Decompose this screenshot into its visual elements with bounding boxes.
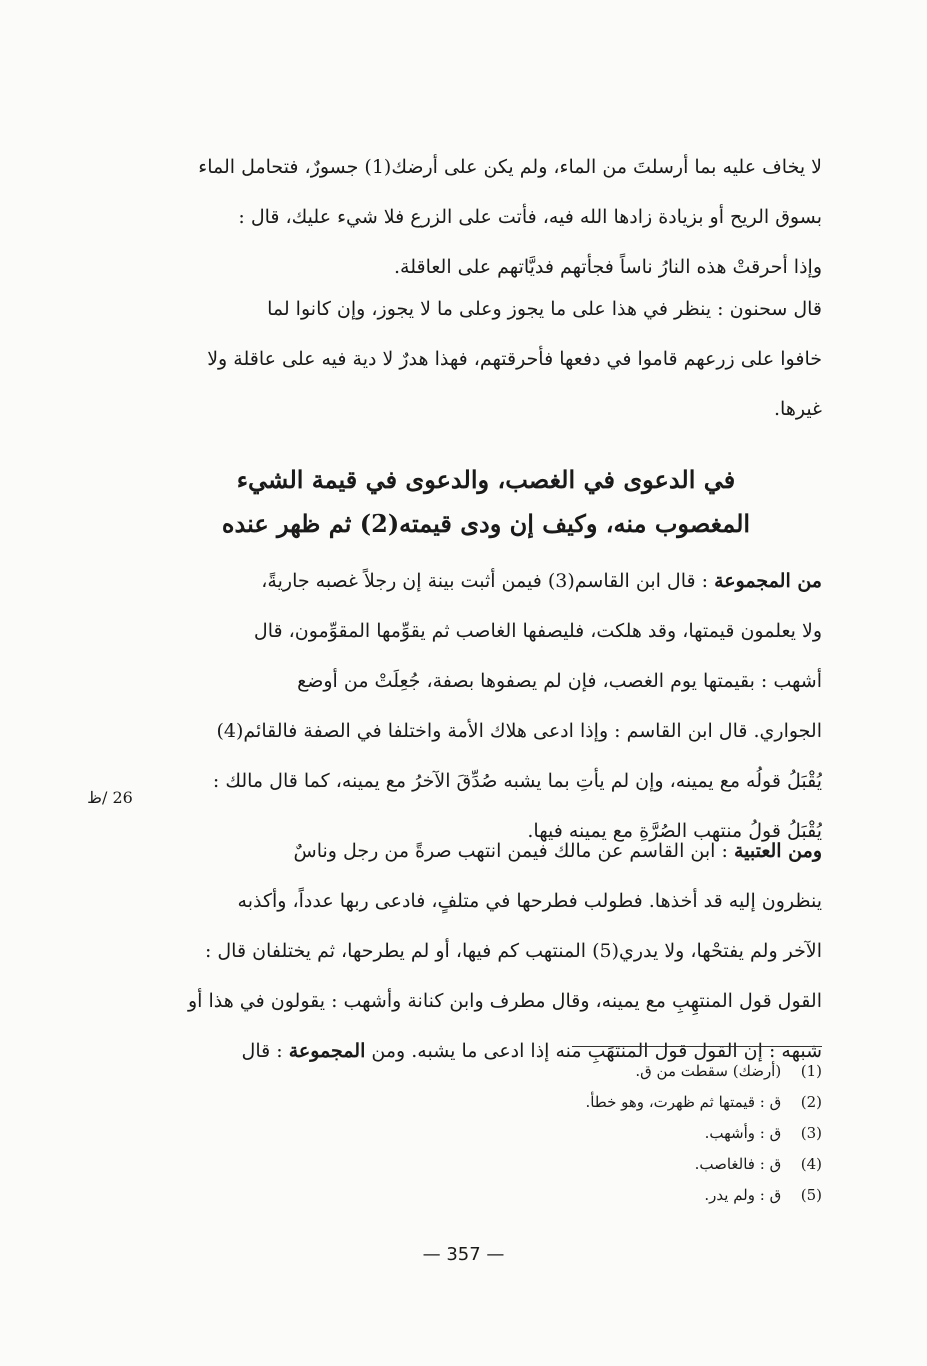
text-line: وإذا أحرقتْ هذه النارُ ناساً فجأتهم فديَّاتهم على العاقلة. <box>394 256 822 278</box>
text-line: من المجموعة : قال ابن القاسم(3) فيمن أثبت بينة إن رجلاً غصبه جاريةً، <box>261 570 822 592</box>
footnote-divider <box>572 1046 822 1047</box>
paragraph-3 <box>150 556 822 856</box>
text-line: يُقْبَلُ قولُ منتهب الصُرَّةِ مع يمينه فيها. <box>527 820 822 842</box>
text-line: الجواري. قال ابن القاسم : وإذا ادعى هلاك الأمة واختلفا في الصفة فالقائم(4) <box>216 720 822 742</box>
source-name: المجموعة <box>288 1040 366 1062</box>
heading-line: في الدعوى في الغصب، والدعوى في قيمة الشيء <box>236 465 736 494</box>
text-line: ينظرون إليه قد أخذها. فطولب فطرحها في متلفٍ، فادعى ربها عدداً، وأكذبه <box>237 890 822 912</box>
text-line: يُقْبَلُ قولُه مع يمينه، وإن لم يأتِ بما يشبه صُدِّقَ الآخرُ مع يمينه، كما قال مالك : <box>212 770 822 792</box>
paragraph-1 <box>150 142 822 292</box>
text-line: بسوق الريح أو بزيادة زادها الله فيه، فأتت على الزرع فلا شيء عليك، قال : <box>238 206 822 228</box>
text-line: أشهب : بقيمتها يوم الغصب، فإن لم يصفوها بصفة، جُعِلَتْ من أوضع <box>297 670 822 692</box>
text-line: القول قول المنتهِبِ مع يمينه، وقال مطرف وابن كنانة وأشهب : يقولون في هذا أو <box>188 990 822 1012</box>
footnote: (2) ق : قيمتها ثم ظهرت، وهو خطأ. <box>585 1093 822 1111</box>
text-line: ومن العتبية : ابن القاسم عن مالك فيمن انتهب صرةً من رجل وناسٌ <box>293 840 822 862</box>
section-heading <box>150 458 822 546</box>
footnote: (1) (أرضك) سقطت من ق. <box>635 1062 822 1080</box>
text-line: شبهه : إن القول قول المنتهَبِ منه إذا ادعى ما يشبه. ومن المجموعة : قال <box>241 1040 822 1062</box>
footnote: (5) ق : ولم يدر. <box>704 1186 822 1204</box>
page-number: — 357 — <box>422 1244 505 1265</box>
footnote: (3) ق : وأشهب. <box>704 1124 822 1142</box>
footnote: (4) ق : فالغاصب. <box>694 1155 822 1173</box>
text-line: ولا يعلمون قيمتها، وقد هلكت، فليصفها الغاصب ثم يقوِّمها المقوِّمون، قال <box>253 620 822 642</box>
source-name: من المجموعة <box>714 570 822 592</box>
text-line: قال سحنون : ينظر في هذا على ما يجوز وعلى ما لا يجوز، وإن كانوا لما <box>267 298 822 320</box>
footnotes <box>400 1056 822 1211</box>
text-line: الآخر ولم يفتحْها، ولا يدري(5) المنتهب كم فيها، أو لم يطرحها، ثم يختلفان قال : <box>204 940 822 962</box>
paragraph-2 <box>150 284 822 434</box>
text-line: خافوا على زرعهم قاموا في دفعها فأحرقتهم، فهذا هدرٌ لا دية فيه على عاقلة ولا <box>207 348 822 370</box>
folio-marginal-note: 26 /ظ <box>87 788 133 807</box>
heading-line: المغصوب منه، وكيف إن ودى قيمته(2) ثم ظهر عنده <box>221 509 751 538</box>
source-name: ومن العتبية <box>733 840 822 862</box>
text-line: غيرها. <box>773 398 822 420</box>
text-line: لا يخاف عليه بما أرسلتَ من الماء، ولم يكن على أرضك(1) جسورٌ، فتحامل الماء <box>198 156 822 178</box>
paragraph-4 <box>150 826 822 1076</box>
